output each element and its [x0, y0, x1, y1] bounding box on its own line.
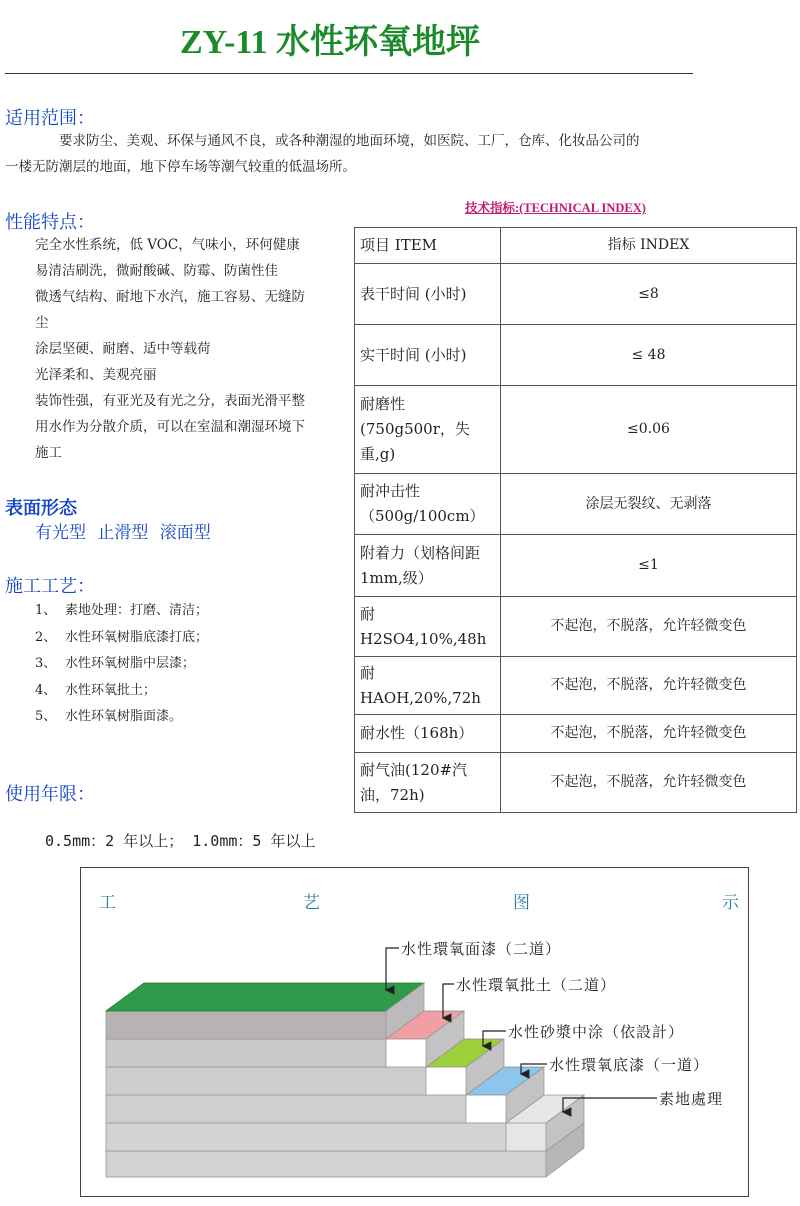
- row-item: 耐 HAOH,20%,72h: [355, 657, 501, 715]
- row-value: 不起泡，不脱落，允许轻微变色: [501, 753, 797, 813]
- label-primer: 水性環氧底漆（一道）: [549, 1056, 710, 1074]
- tech-index-table: [354, 227, 797, 813]
- row-item: 耐磨性 (750g500r，失重,g): [355, 386, 501, 474]
- step-text: 水性环氧树脂底漆打底；: [65, 629, 209, 645]
- row-value: ≤ 48: [501, 325, 797, 386]
- row-value: 涂层无裂纹、无剥落: [501, 474, 797, 535]
- step-number: 2、: [35, 629, 57, 645]
- step-number: 5、: [35, 709, 57, 724]
- row-value: 不起泡，不脱落，允许轻微变色: [501, 715, 797, 753]
- table-row: [355, 264, 797, 325]
- label-substrate: 素地處理: [659, 1090, 724, 1108]
- features-list: [35, 232, 350, 466]
- row-item: 附着力（划格间距 1mm,级）: [355, 535, 501, 597]
- step-front: [106, 1011, 386, 1039]
- process-step: [35, 625, 208, 652]
- scope-line: 要求防尘、美观、环保与通风不良，或各种潮湿的地面环境，如医院、工厂，仓库、化妆品公司的: [59, 133, 640, 149]
- table-row: [355, 535, 797, 597]
- step-front: [106, 1123, 506, 1151]
- step-text: 水性环氧树脂面漆。: [65, 709, 183, 724]
- feature-line: 施工: [35, 445, 62, 461]
- title-divider: [5, 73, 693, 74]
- table-row: [355, 753, 797, 813]
- feature-line: 用水作为分散介质，可以在室温和潮湿环境下: [35, 419, 305, 435]
- step-front: [106, 1151, 546, 1177]
- feature-line: 装饰性强，有亚光及有光之分，表面光滑平整: [35, 393, 305, 409]
- tech-index-label: 技术指标:(TECHNICAL INDEX): [465, 201, 646, 215]
- step-front: [106, 1095, 466, 1123]
- process-step: [35, 598, 208, 625]
- row-value: 不起泡，不脱落，允许轻微变色: [501, 597, 797, 657]
- diagram-header-char: 图: [513, 893, 530, 913]
- label-topcoat: 水性環氧面漆（二道）: [401, 940, 562, 958]
- life-text: 0.5mm：2 年以上； 1.0mm：5 年以上: [45, 832, 316, 850]
- scope-line: 一楼无防潮层的地面，地下停车场等潮气较重的低温场所。: [5, 159, 356, 175]
- step-number: 4、: [35, 682, 57, 698]
- features-heading: 性能特点：: [5, 212, 95, 233]
- row-value: ≤1: [501, 535, 797, 597]
- life-heading: 使用年限：: [5, 784, 95, 805]
- process-step: [35, 704, 208, 731]
- process-step: [35, 651, 208, 678]
- feature-line: 微透气结构、耐地下水汽，施工容易、无缝防: [35, 289, 305, 305]
- row-item: 耐水性（168h）: [355, 715, 501, 753]
- header-index: 指标 INDEX: [501, 228, 797, 264]
- row-item: 耐气油(120#汽油，72h): [355, 753, 501, 813]
- label-midcoat: 水性砂漿中涂（依設計）: [508, 1023, 685, 1041]
- row-value: 不起泡，不脱落，允许轻微变色: [501, 657, 797, 715]
- table-row: [355, 474, 797, 535]
- row-value: ≤0.06: [501, 386, 797, 474]
- step-number: 3、: [35, 656, 57, 671]
- feature-line: 尘: [35, 315, 49, 331]
- step-front: [106, 1039, 386, 1067]
- table-row: [355, 657, 797, 715]
- step-front: [106, 1067, 426, 1095]
- row-item: 表干时间 (小时): [355, 264, 501, 325]
- page-title: ZY-11 水性环氧地坪: [179, 24, 481, 61]
- scope-paragraph: [5, 128, 705, 180]
- table-row: [355, 597, 797, 657]
- table-header-row: [355, 228, 797, 264]
- feature-line: 易清洁刷洗，微耐酸碱、防霉、防菌性佳: [35, 263, 278, 279]
- diagram-header-char: 艺: [303, 893, 320, 913]
- step-text: 水性环氧树脂中层漆；: [65, 656, 196, 671]
- diagram-header-char: 示: [722, 893, 739, 913]
- table-row: [355, 386, 797, 474]
- topcoat-top: [106, 983, 424, 1011]
- surface-heading: 表面形态: [5, 498, 77, 519]
- process-diagram: [80, 867, 749, 1197]
- scope-heading: 适用范围：: [5, 108, 95, 129]
- process-step: [35, 678, 208, 705]
- process-steps: [35, 598, 208, 731]
- table-row: [355, 715, 797, 753]
- row-item: 实干时间 (小时): [355, 325, 501, 386]
- step-text: 水性环氧批土；: [65, 682, 157, 698]
- step-number: 1、: [35, 603, 57, 618]
- row-item: 耐 H2SO4,10%,48h: [355, 597, 501, 657]
- feature-line: 涂层坚硬、耐磨、适中等载荷: [35, 341, 211, 357]
- surface-types: 有光型 止滑型 滚面型: [35, 523, 211, 543]
- row-value: ≤8: [501, 264, 797, 325]
- step-text: 素地处理：打磨、清洁；: [65, 603, 209, 618]
- row-item: 耐冲击性 （500g/100cm）: [355, 474, 501, 535]
- feature-line: 完全水性系统，低 VOC，气味小，环何健康: [35, 237, 300, 253]
- feature-line: 光泽柔和、美观亮丽: [35, 367, 157, 383]
- process-heading: 施工工艺：: [5, 576, 95, 597]
- label-putty: 水性環氧批土（二道）: [456, 976, 617, 994]
- diagram-header-char: 工: [99, 893, 116, 913]
- header-item: 项目 ITEM: [355, 228, 501, 264]
- table-row: [355, 325, 797, 386]
